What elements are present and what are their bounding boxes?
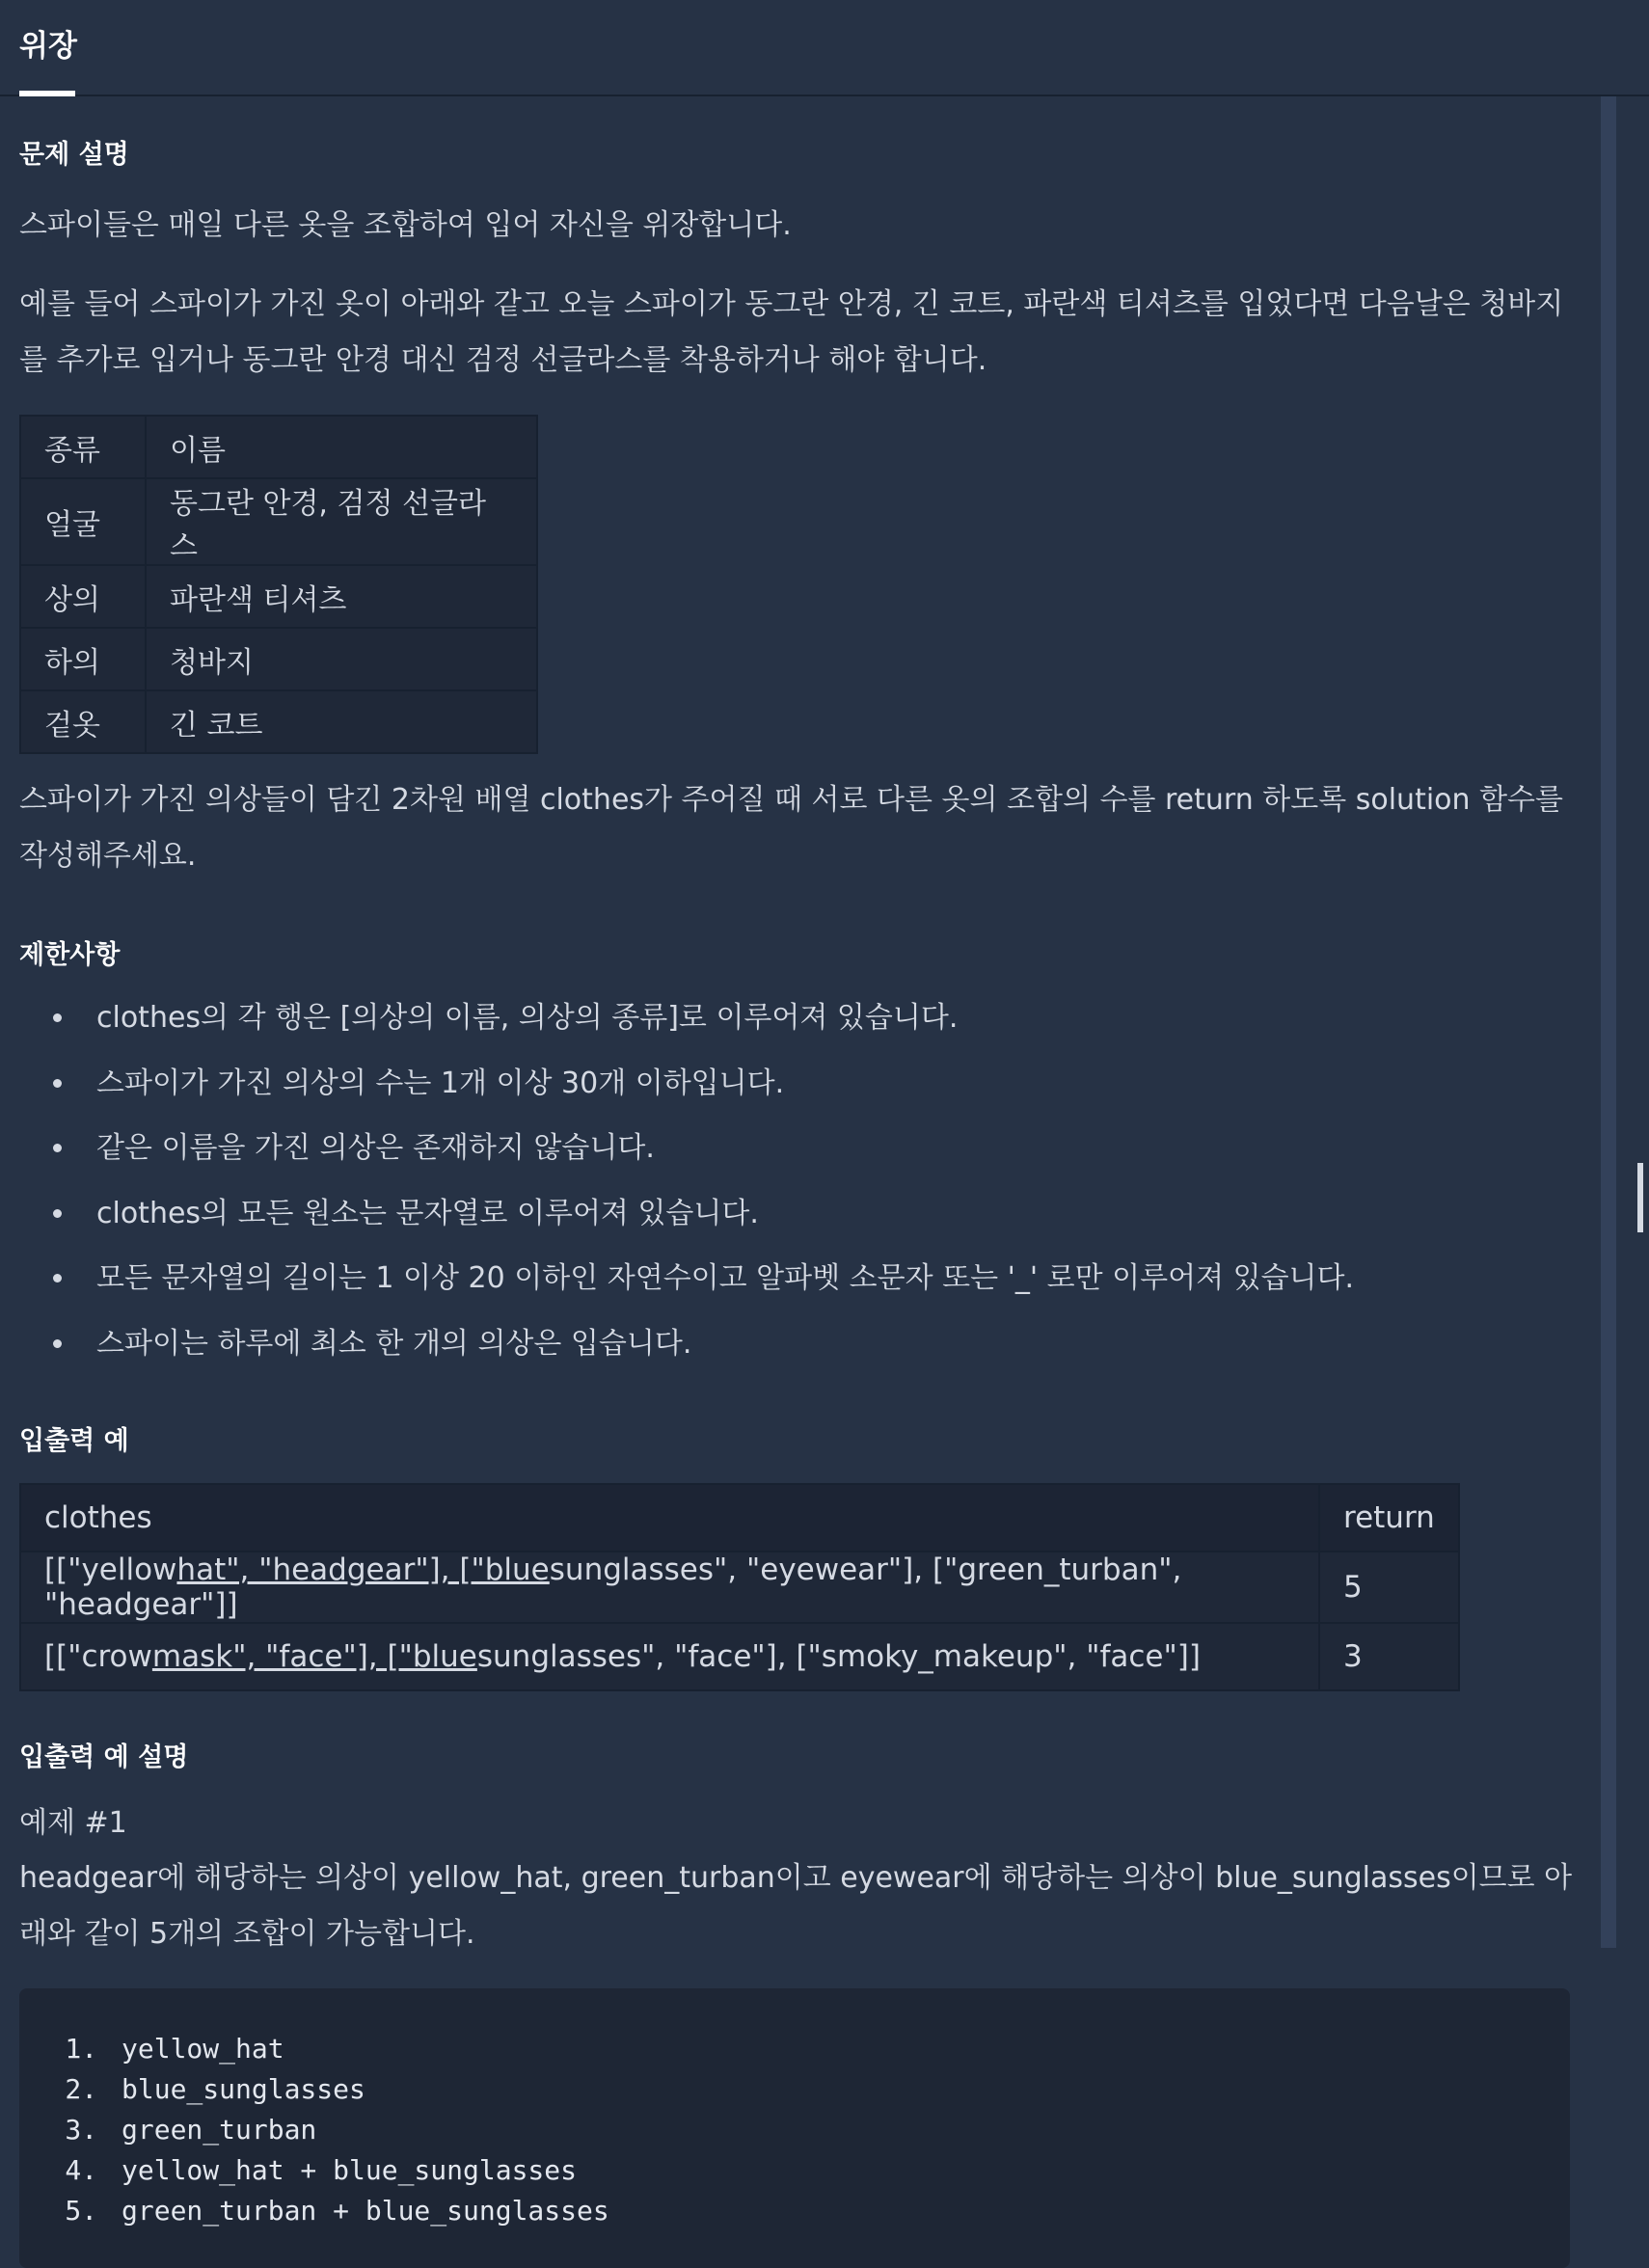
underlined-text: mask", "face"], ["blue [151,1639,477,1674]
table-cell: 겉옷 [20,690,146,753]
table-cell [20,1552,1319,1623]
table-cell: 얼굴 [20,478,146,565]
table-cell: 긴 코트 [146,690,537,753]
list-item: • 같은 이름을 가진 의상은 존재하지 않습니다. [77,1116,1354,1181]
constraints-list [19,986,1354,1376]
table-header-row [20,1484,1459,1552]
column-header: return [1319,1484,1459,1552]
paragraph-1: 스파이들은 매일 다른 옷을 조합하여 입어 자신을 위장합니다. [19,208,792,242]
column-header: clothes [20,1484,1319,1552]
list-item: 4. yellow_hat + blue_sunglasses [114,2150,1570,2191]
cell-text: [["yellow [44,1552,177,1587]
paragraph-2: 예를 들어 스파이가 가진 옷이 아래와 같고 오늘 스파이가 동그란 안경, 긴 코트, 파란색 티셔츠를 입었다면 다음날은 청바지를 추가로 입거나 동그란 안경 대신 검정 선글라스를 착용하거나 해야 합니다. [19,287,1564,377]
scrollbar[interactable] [1601,96,1616,1948]
table-cell: 동그란 안경, 검정 선글라스 [146,478,537,565]
description-heading: 문제 설명 [19,140,129,170]
pane-resize-handle[interactable] [1637,1163,1643,1232]
list-item: 5. green_turban + blue_sunglasses [114,2191,1570,2231]
io-example-heading: 입출력 예 [19,1426,129,1456]
list-item: • 모든 문자열의 길이는 1 이상 20 이하인 자연수이고 알파벳 소문자 또는 '_' 로만 이루어져 있습니다. [77,1246,1354,1311]
table-cell: 3 [1319,1623,1459,1690]
table-row [20,565,537,628]
table-row [20,1623,1459,1690]
cell-text: sunglasses", "face"], ["smoky_makeup", "face"]] [476,1639,1201,1674]
clothes-kind-table [19,415,538,754]
underlined-text: hat", "headgear"], ["blue [176,1552,550,1587]
example-title: 예제 #1 [19,1806,127,1840]
table-row [20,478,537,565]
table-cell: 상의 [20,565,146,628]
table-cell: 파란색 티셔츠 [146,565,537,628]
paragraph-4: headgear에 해당하는 의상이 yellow_hat, green_turban이고 eyewear에 해당하는 의상이 blue_sunglasses이므로 아래와 같이 5개의 조합이 가능합니다. [19,1861,1573,1951]
table-row [20,690,537,753]
paragraph-3: 스파이가 가진 의상들이 담긴 2차원 배열 clothes가 주어질 때 서로 다른 옷의 조합의 수를 return 하도록 solution 함수를 작성해주세요. [19,783,1564,873]
list-item: • 스파이가 가진 의상의 수는 1개 이상 30개 이하입니다. [77,1051,1354,1117]
table-row [20,1552,1459,1623]
table-row [20,628,537,690]
code-list [19,1988,1570,2231]
table-cell: 하의 [20,628,146,690]
list-item: 3. green_turban [114,2110,1570,2150]
tab-bar [0,0,1649,96]
io-example-table [19,1483,1460,1691]
constraints-heading: 제한사항 [19,940,121,970]
table-row [20,416,537,478]
list-item: • clothes의 각 행은 [의상의 이름, 의상의 종류]로 이루어져 있습니다. [77,986,1354,1051]
cell-text: sunglasses", "eyewear"], ["green_turban", "headgear"]] [44,1552,1182,1622]
cell-text: [["crow [44,1639,152,1674]
table-cell: 청바지 [146,628,537,690]
tab-title[interactable]: 위장 [19,29,77,64]
active-tab-indicator [19,91,75,96]
table-cell: 종류 [20,416,146,478]
list-item: 2. blue_sunglasses [114,2069,1570,2110]
list-item: 1. yellow_hat [114,2029,1570,2069]
table-cell [20,1623,1319,1690]
list-item: • clothes의 모든 원소는 문자열로 이루어져 있습니다. [77,1181,1354,1247]
code-block [19,1988,1570,2268]
list-item: • 스파이는 하루에 최소 한 개의 의상은 입습니다. [77,1311,1354,1377]
table-cell: 5 [1319,1552,1459,1623]
table-cell: 이름 [146,416,537,478]
io-explain-heading: 입출력 예 설명 [19,1742,189,1772]
